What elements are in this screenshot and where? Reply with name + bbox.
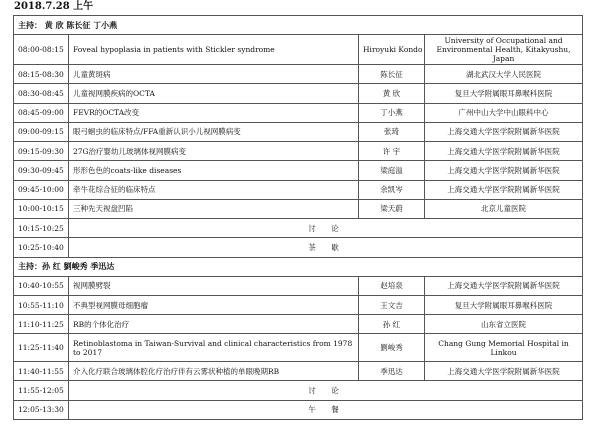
speaker-cell: 余凯岑 — [359, 180, 425, 199]
title-cell: Foveal hypoplasia in patients with Stickler syndrome — [69, 35, 359, 65]
time-cell: 09:45-10:00 — [14, 180, 69, 199]
institution-cell: 山东省立医院 — [425, 315, 583, 334]
time-cell: 10:25-10:40 — [14, 238, 69, 257]
title-cell: 不典型视网膜母细胞瘤 — [69, 295, 359, 314]
title-cell: 牵牛花综合征的临床特点 — [69, 180, 359, 199]
speaker-cell: 许 宇 — [359, 142, 425, 161]
speaker-cell: 陈长征 — [359, 65, 425, 84]
session-chair: 主持： 黄 欣 陈长征 丁小燕 — [14, 16, 583, 35]
table-row — [14, 84, 583, 103]
institution-cell: 北京儿童医院 — [425, 199, 583, 218]
table-row — [14, 276, 583, 295]
session-header — [14, 16, 583, 35]
time-cell: 11:10-11:25 — [14, 315, 69, 334]
time-cell: 11:55-12:05 — [14, 381, 69, 400]
institution-cell: 上海交通大学医学院附属新华医院 — [425, 161, 583, 180]
title-cell: 27G治疗婴幼儿玻璃体视网膜病变 — [69, 142, 359, 161]
institution-cell: University of Occupational and Environmental Health, Kitakyushu, Japan — [425, 35, 583, 65]
speaker-cell: 丁小燕 — [359, 103, 425, 122]
speaker-cell: Hiroyuki Kondo — [359, 35, 425, 65]
time-cell: 12:05-13:30 — [14, 400, 69, 419]
time-cell: 09:00-09:15 — [14, 122, 69, 141]
schedule-date: 2018.7.28 上午 — [14, 1, 94, 12]
institution-cell: 上海交通大学医学院附属新华医院 — [425, 276, 583, 295]
institution-cell: 广州中山大学中山眼科中心 — [425, 103, 583, 122]
speaker-cell: 季迅达 — [359, 362, 425, 381]
table-row — [14, 199, 583, 218]
speaker-cell: 梁天蔚 — [359, 199, 425, 218]
table-row — [14, 334, 583, 362]
institution-cell: 上海交通大学医学院附属新华医院 — [425, 122, 583, 141]
title-cell: Retinoblastoma in Taiwan-Survival and clinical characteristics from 1978 to 2017 — [69, 334, 359, 362]
time-cell: 08:30-08:45 — [14, 84, 69, 103]
time-cell: 08:00-08:15 — [14, 35, 69, 65]
break-label: 讨 论 — [69, 381, 583, 400]
time-cell: 10:00-10:15 — [14, 199, 69, 218]
table-row — [14, 103, 583, 122]
table-row — [14, 362, 583, 381]
schedule-table — [13, 15, 583, 420]
speaker-cell: 黄 欣 — [359, 84, 425, 103]
time-cell: 11:40-11:55 — [14, 362, 69, 381]
institution-cell: 复旦大学附属眼耳鼻喉科医院 — [425, 84, 583, 103]
speaker-cell: 孙 红 — [359, 315, 425, 334]
break-row — [14, 219, 583, 238]
table-row — [14, 180, 583, 199]
session-header — [14, 257, 583, 276]
table-row — [14, 122, 583, 141]
time-cell: 10:15-10:25 — [14, 219, 69, 238]
break-row — [14, 381, 583, 400]
speaker-cell: 王文吉 — [359, 295, 425, 314]
title-cell: 视网膜劈裂 — [69, 276, 359, 295]
time-cell: 10:40-10:55 — [14, 276, 69, 295]
institution-cell: 上海交通大学医学院附属新华医院 — [425, 362, 583, 381]
title-cell: 眼弓蛔虫的临床特点/FFA重新认识小儿视网膜病变 — [69, 122, 359, 141]
title-cell: RB的个体化治疗 — [69, 315, 359, 334]
table-row — [14, 161, 583, 180]
institution-cell: 湖北武汉大学人民医院 — [425, 65, 583, 84]
institution-cell: 上海交通大学医学院附属新华医院 — [425, 142, 583, 161]
institution-cell: 上海交通大学医学院附属新华医院 — [425, 180, 583, 199]
session-chair: 主持：孙 红 劉峻秀 季迅达 — [14, 257, 583, 276]
speaker-cell: 劉峻秀 — [359, 334, 425, 362]
title-cell: 形形色色的coats-like diseases — [69, 161, 359, 180]
speaker-cell: 赵培泉 — [359, 276, 425, 295]
time-cell: 09:30-09:45 — [14, 161, 69, 180]
break-label: 茶 歇 — [69, 238, 583, 257]
institution-cell: Chang Gung Memorial Hospital in Linkou — [425, 334, 583, 362]
table-row — [14, 315, 583, 334]
title-cell: 三种先天视盘凹陷 — [69, 199, 359, 218]
break-label: 讨 论 — [69, 219, 583, 238]
title-cell: 儿童视网膜疾病的OCTA — [69, 84, 359, 103]
time-cell: 08:15-08:30 — [14, 65, 69, 84]
speaker-cell: 梁庭溢 — [359, 161, 425, 180]
title-cell: 儿童黄斑病 — [69, 65, 359, 84]
time-cell: 10:55-11:10 — [14, 295, 69, 314]
title-cell: FEVR的OCTA改变 — [69, 103, 359, 122]
table-row — [14, 65, 583, 84]
title-cell: 介入化疗联合玻璃体腔化疗治疗伴有云雾状种植的单眼晚期RB — [69, 362, 359, 381]
time-cell: 11:25-11:40 — [14, 334, 69, 362]
break-row — [14, 238, 583, 257]
time-cell: 08:45-09:00 — [14, 103, 69, 122]
table-row — [14, 295, 583, 314]
break-row — [14, 400, 583, 419]
institution-cell: 复旦大学附属眼耳鼻喉科医院 — [425, 295, 583, 314]
time-cell: 09:15-09:30 — [14, 142, 69, 161]
speaker-cell: 张琦 — [359, 122, 425, 141]
table-row — [14, 35, 583, 65]
break-label: 午 餐 — [69, 400, 583, 419]
table-row — [14, 142, 583, 161]
